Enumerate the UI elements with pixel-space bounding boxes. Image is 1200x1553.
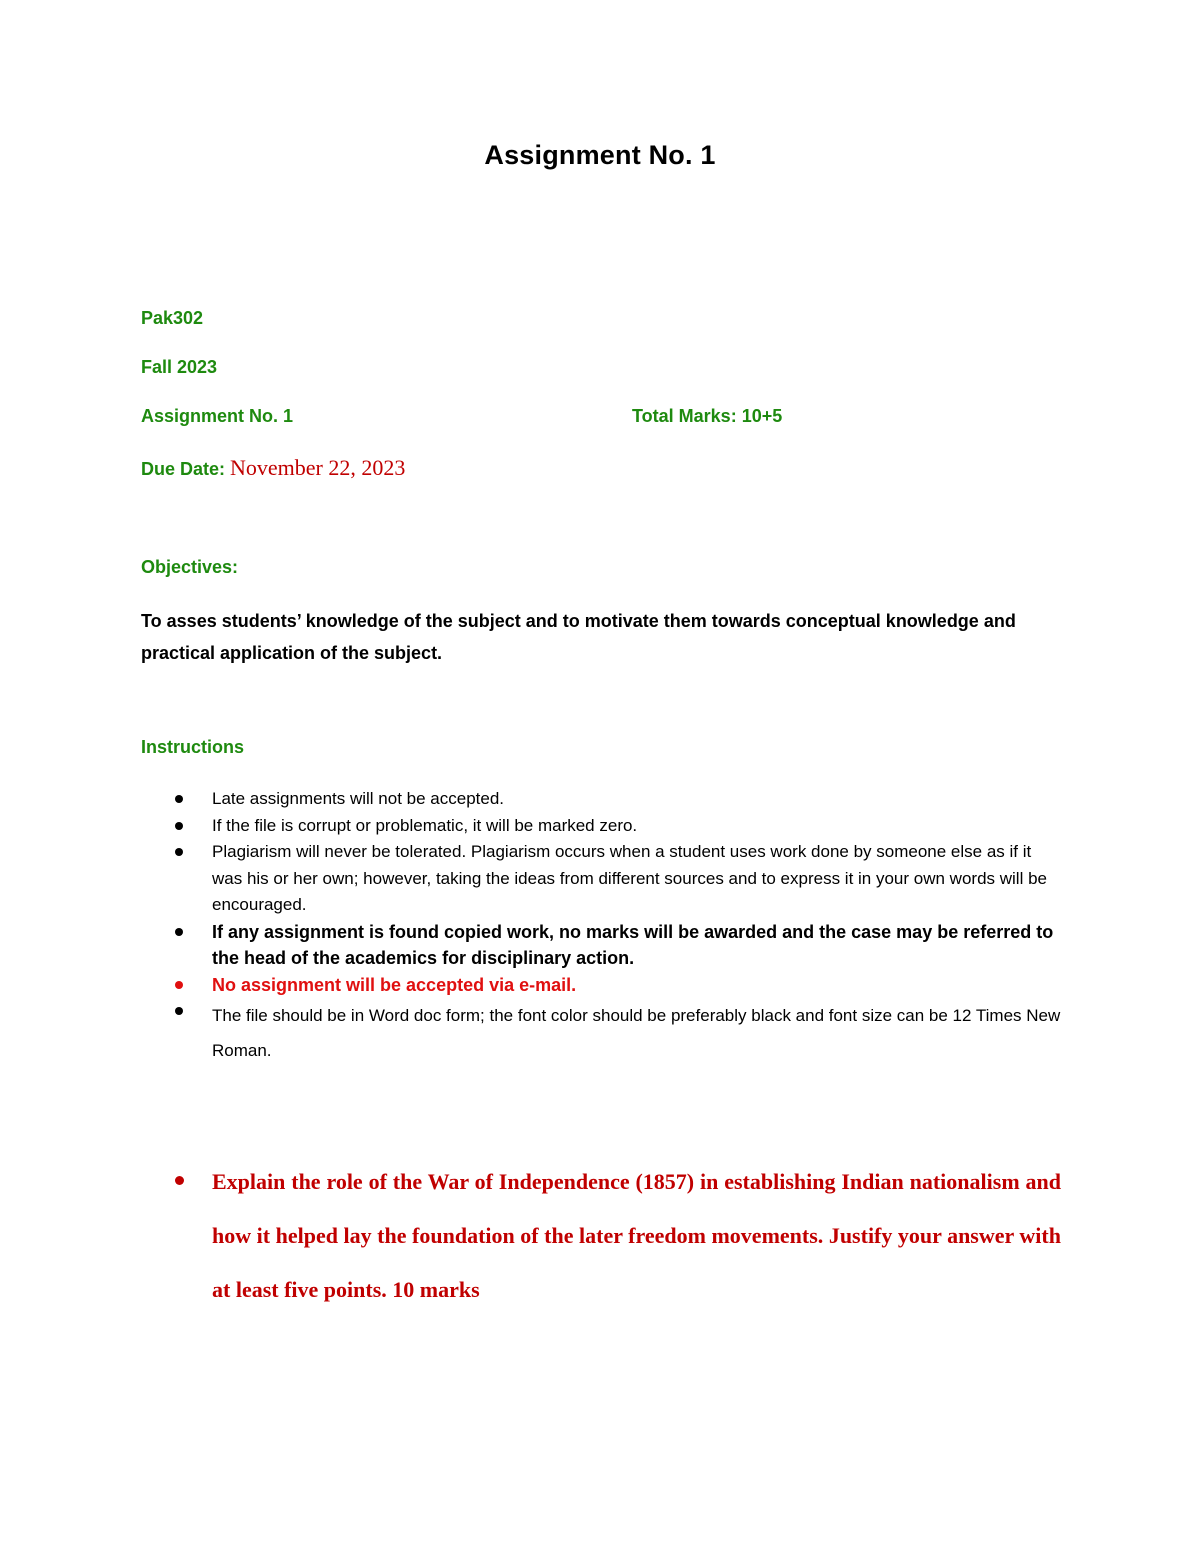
bullet-icon (175, 1007, 183, 1015)
list-item (141, 919, 1061, 972)
due-date: November 22, 2023 (230, 455, 406, 480)
course-code: Pak302 (141, 308, 204, 328)
bullet-icon (175, 1176, 184, 1185)
objectives-text: To asses students’ knowledge of the subject and to motivate them towards conceptual knowledge and practical application of the subject. (141, 611, 1016, 663)
list-item (141, 786, 1061, 813)
list-item (141, 972, 1061, 999)
bullet-icon (175, 795, 183, 803)
list-item (141, 998, 1061, 1068)
bullet-icon (175, 848, 183, 856)
instruction-text: No assignment will be accepted via e-mail. (212, 974, 577, 995)
bullet-icon (175, 822, 183, 830)
question (141, 1155, 1061, 1317)
due-date-label: Due Date: (141, 459, 226, 479)
bullet-icon (175, 981, 183, 989)
instruction-text: If the file is corrupt or problematic, it will be marked zero. (212, 815, 638, 835)
page-title: Assignment No. 1 (484, 140, 716, 170)
total-marks: Total Marks: 10+5 (632, 406, 783, 426)
instruction-text: The file should be in Word doc form; the font color should be preferably black and font size can be 12 Times New Roman. (212, 1006, 1061, 1060)
instruction-text: Plagiarism will never be tolerated. Plagiarism occurs when a student uses work done by someone else as if it was his or her own; however, taking the ideas from different sources and to express it in your own words will be encouraged. (212, 842, 1047, 914)
list-item (141, 813, 1061, 840)
question-text: Explain the role of the War of Independence (1857) in establishing Indian nationalism and how it helped lay the foundation of the later freedom movements. Justify your answer with at least five points. 10 marks (212, 1169, 1061, 1302)
term: Fall 2023 (141, 357, 218, 377)
assignment-number: Assignment No. 1 (141, 406, 294, 426)
due-date-row (141, 455, 405, 481)
instructions-list (141, 786, 1061, 1068)
objectives-heading: Objectives: (141, 557, 239, 577)
instructions-heading: Instructions (141, 737, 245, 757)
instruction-text: If any assignment is found copied work, no marks will be awarded and the case may be referred to the head of the academics for disciplinary action. (212, 921, 1054, 968)
instruction-text: Late assignments will not be accepted. (212, 789, 505, 808)
assignment-row (141, 406, 1041, 427)
list-item (141, 839, 1061, 919)
bullet-icon (175, 928, 183, 936)
